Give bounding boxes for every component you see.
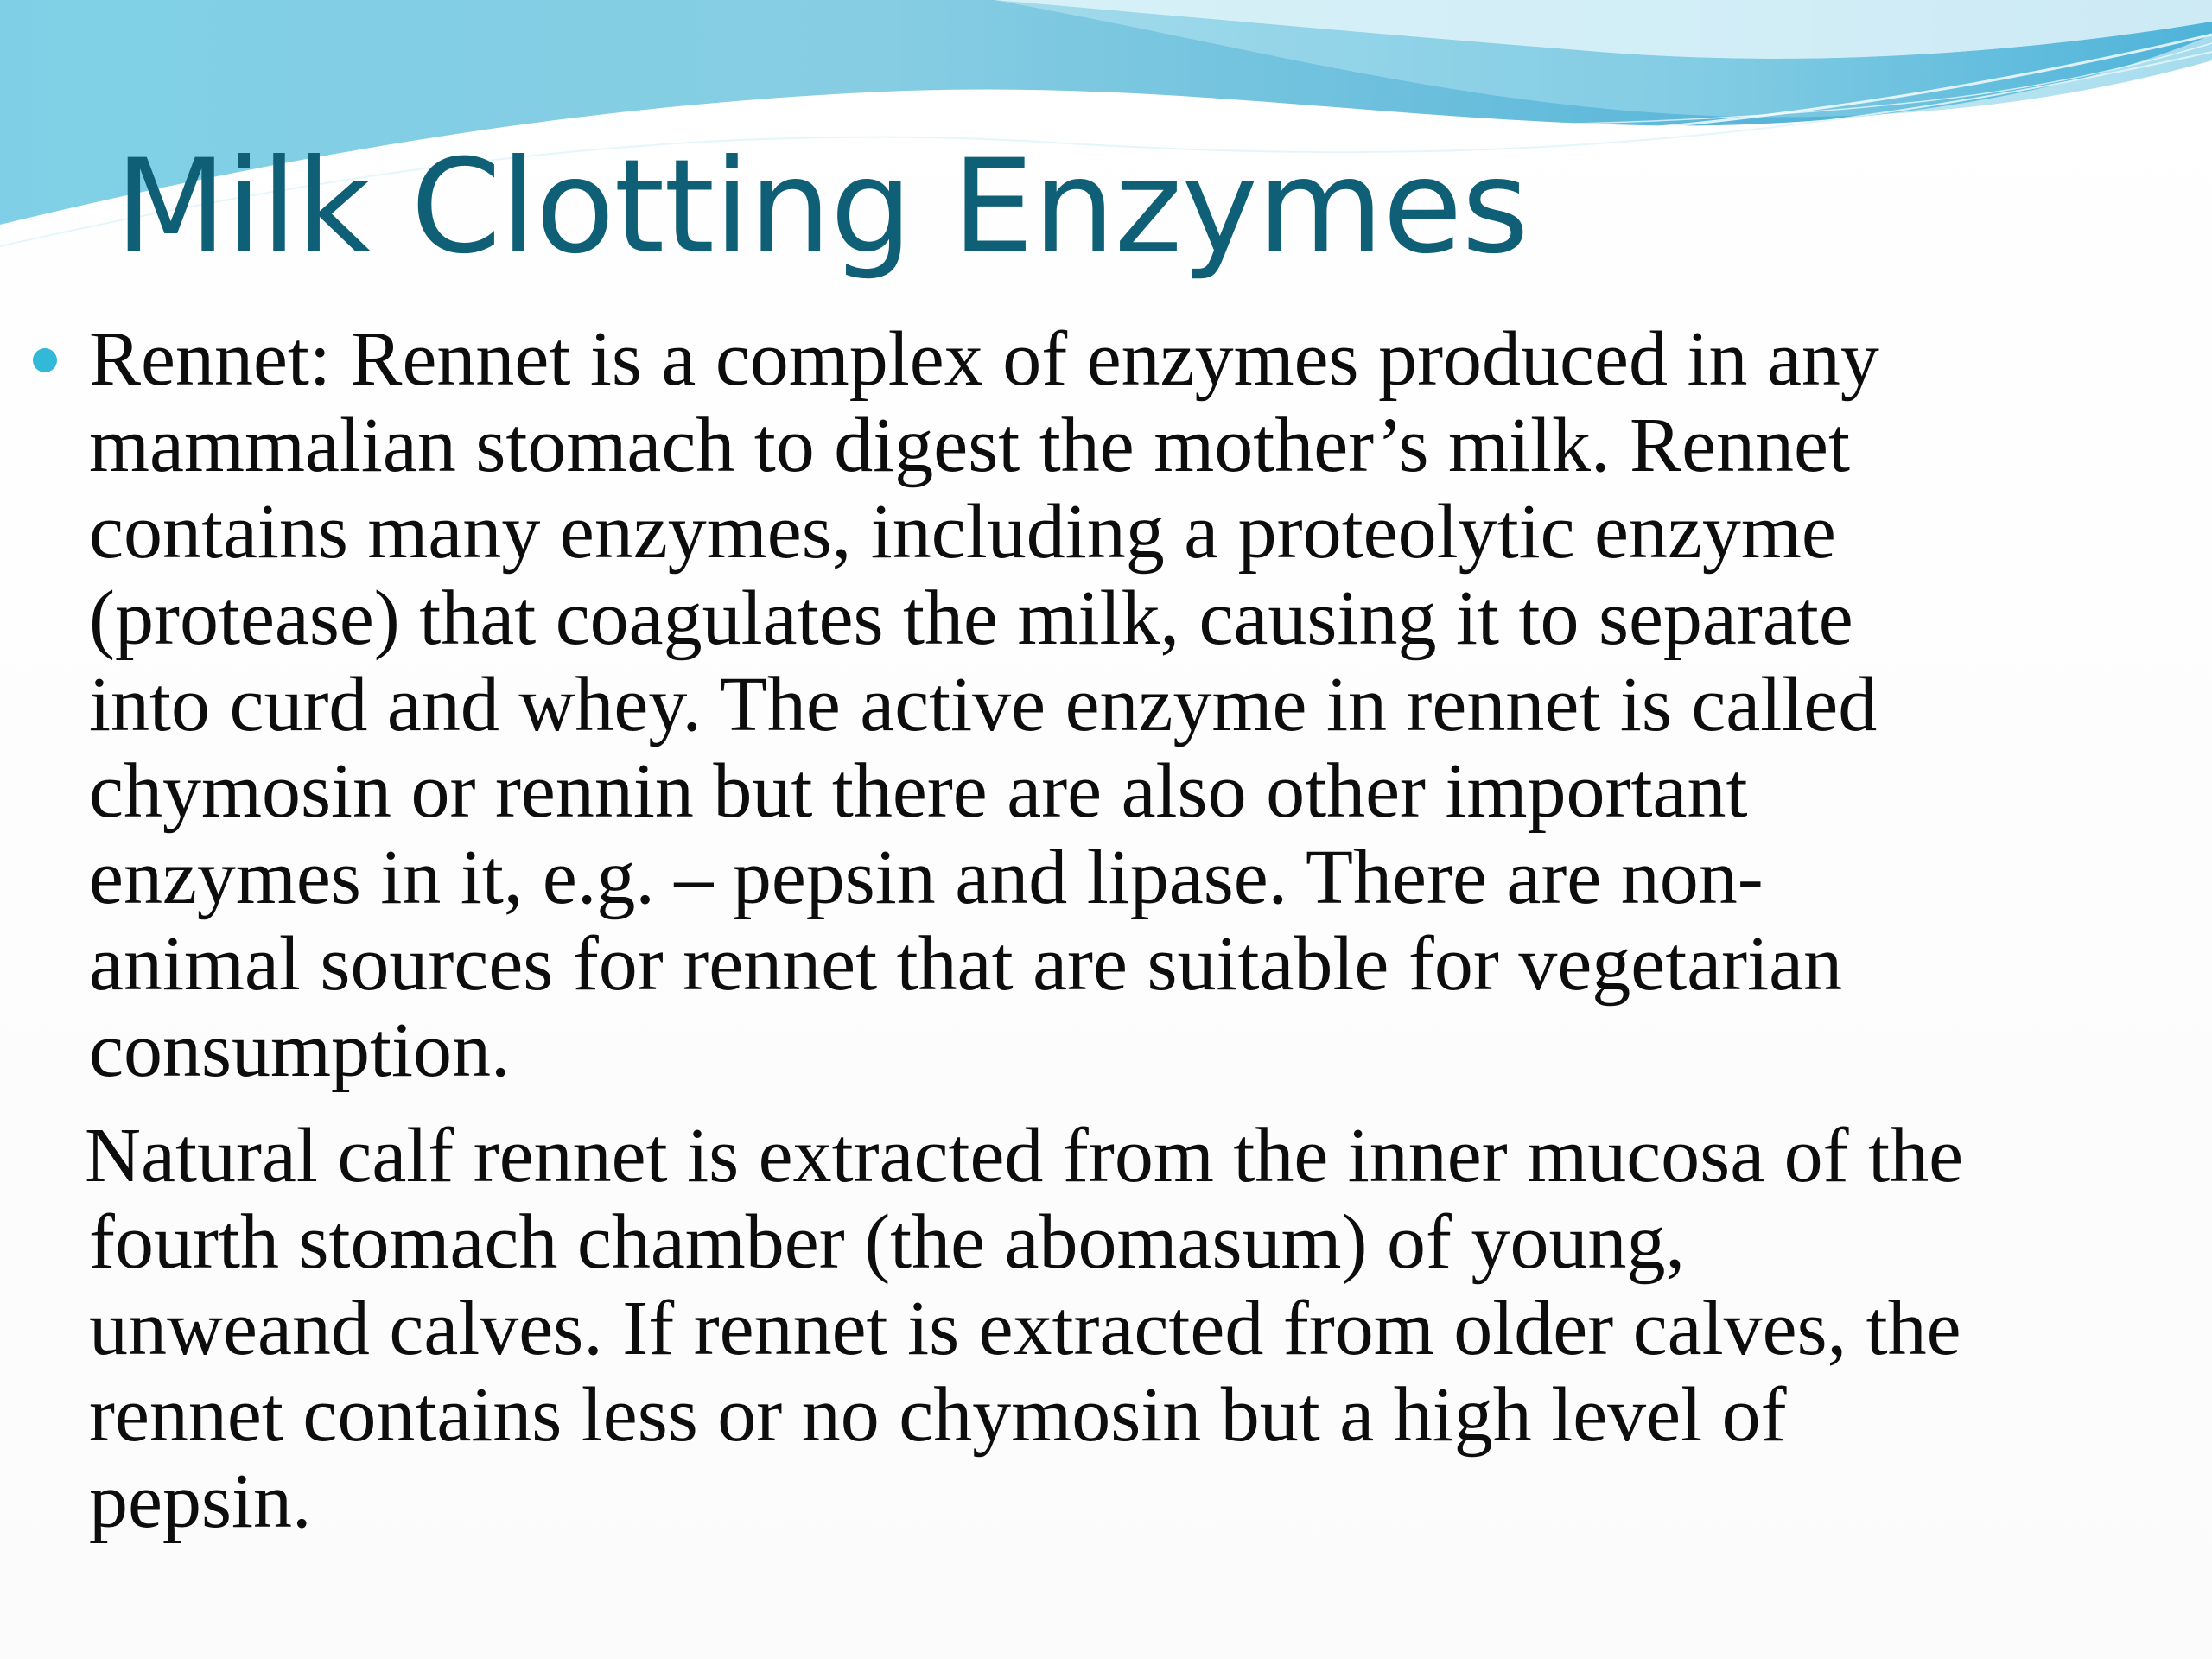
text-line: chymosin or rennin but there are also other important xyxy=(89,748,1748,834)
text-line: mammalian stomach to digest the mother’s milk. Rennet xyxy=(89,403,1850,488)
text-line: animal sources for rennet that are suitable for vegetarian xyxy=(89,921,1843,1007)
text-line: pepsin. xyxy=(89,1459,312,1544)
bullet-icon xyxy=(33,348,57,372)
text-line: contains many enzymes, including a proteolytic enzyme xyxy=(89,489,1836,575)
text-line: unweand calves. If rennet is extracted from older calves, the xyxy=(89,1286,1961,1371)
text-line: (protease) that coagulates the milk, causing it to separate xyxy=(89,575,1853,661)
bullet-paragraph-rennet xyxy=(89,316,2111,1094)
paragraph-calf-rennet xyxy=(85,1113,2197,1545)
slide-title: Milk Clotting Enzymes xyxy=(115,132,1529,283)
text-line: consumption. xyxy=(89,1007,511,1093)
text-line: Natural calf rennet is extracted from the inner mucosa of the xyxy=(85,1113,1964,1198)
text-line: into curd and whey. The active enzyme in rennet is called xyxy=(89,662,1878,747)
text-line: fourth stomach chamber (the abomasum) of young, xyxy=(89,1199,1685,1285)
text-line: Rennet: Rennet is a complex of enzymes produced in any xyxy=(89,316,1879,402)
text-line: enzymes in it, e.g. – pepsin and lipase. There are non- xyxy=(89,835,1764,920)
text-line: rennet contains less or no chymosin but a high level of xyxy=(89,1372,1787,1458)
